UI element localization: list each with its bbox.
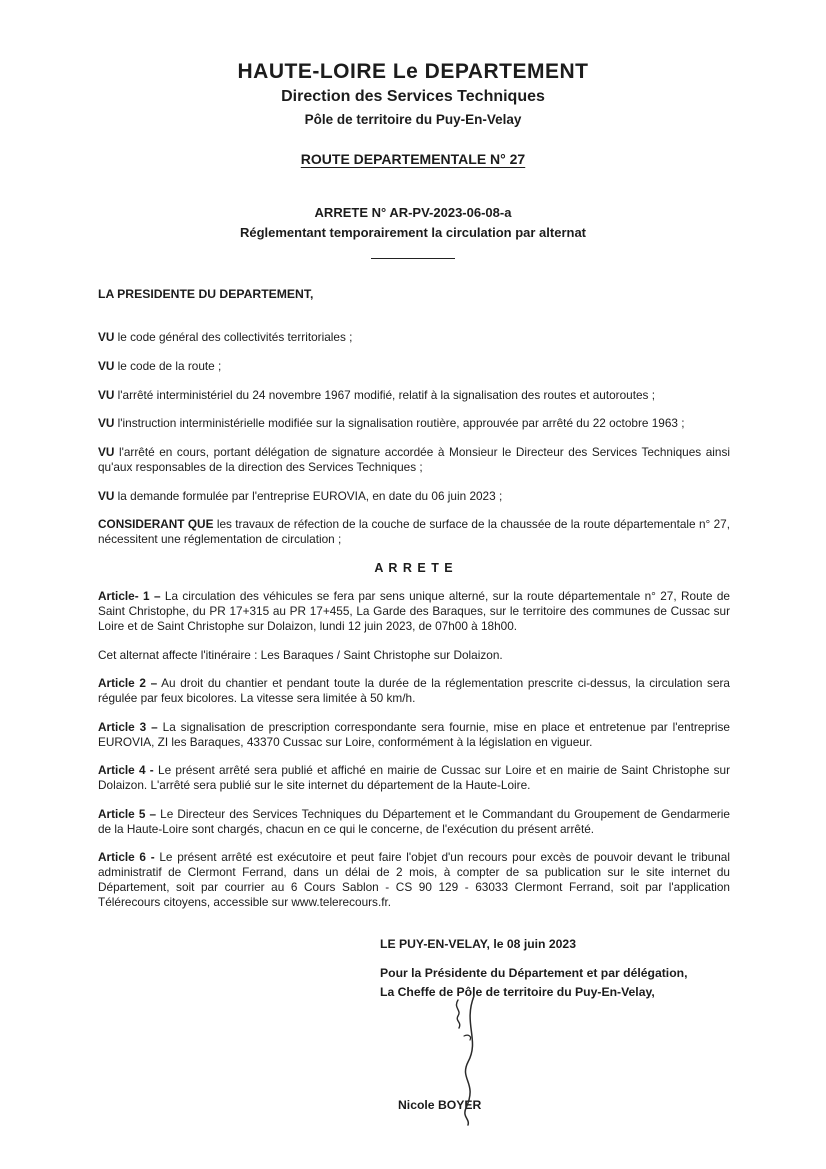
direction-subtitle: Direction des Services Techniques [281,88,545,105]
vu-text: l'arrêté interministériel du 24 novembre 1967 modifié, relatif à la signalisation des routes et autoroutes ; [114,387,656,402]
article-text: Au droit du chantier et pendant toute la durée de la réglementation prescrite ci-dessus, la circulation sera régulée par feux bicolores. La vitesse sera limitée à 50 km/h. [98,676,730,706]
vu-text: le code de la route ; [114,358,222,373]
territory-subtitle: Pôle de territoire du Puy-En-Velay [304,112,522,127]
signer-name: Nicole BOYER [398,1098,482,1113]
article-paragraph-1 [98,589,730,633]
vu-paragraph [98,445,730,474]
article-lead: Article 6 - [98,850,155,865]
arrete-number: ARRETE N° AR-PV-2023-06-08-a [314,205,512,220]
signature-block [380,1002,826,1120]
article-text: La circulation des véhicules se fera par sens unique alterné, sur la route départementale n° 27, Route de Saint Christophe, du PR 17+315 au PR 17+455, La Garde des Baraques, sur le territoire des communes de Cussac sur Loire et de Saint Christophe sur Dolaizon, lundi 12 juin 2023, de 07h00 à 18h00. [98,589,730,633]
article-text: Le Directeur des Services Techniques du Département et le Commandant du Groupement de Gendarmerie de la Haute-Loire sont chargés, chacun en ce qui le concerne, de l'exécution du présent arrêté. [98,806,730,836]
document-footer [0,937,826,1120]
arrete-heading: A R R E T E [374,560,454,575]
road-title: ROUTE DEPARTEMENTALE N° 27 [300,151,526,167]
article-text: Cet alternat affecte l'itinéraire : Les Baraques / Saint Christophe sur Dolaizon. [98,647,503,662]
document-header [0,0,826,259]
vu-text: l'arrêté en cours, portant délégation de signature accordée à Monsieur le Directeur des Services Techniques ainsi qu'aux responsables de la direction des Services Techniques ; [98,445,730,474]
vu-paragraph [98,388,730,403]
article-lead: Article 4 - [98,763,154,778]
article-text: Le présent arrêté sera publié et affiché en mairie de Cussac sur Loire et en mairie de Saint Christophe sur Dolaizon. L'arrêté sera publié sur le site internet du département de la Haute-Loire. [98,763,731,793]
place-date: LE PUY-EN-VELAY, le 08 juin 2023 [380,937,576,952]
article-lead: Article 5 – [98,806,157,821]
article-paragraph-6 [98,850,730,909]
article-paragraph-4 [98,763,730,792]
delegation-line-1: Pour la Présidente du Département et par délégation, [380,966,688,981]
signature-scribble [428,996,498,1126]
vu-paragraph [98,359,730,374]
delegation-line-2: La Cheffe de Pôle de territoire du Puy-En-Velay, [380,985,655,1000]
vu-lead: VU [98,358,115,373]
document-body [0,259,826,909]
article-text: La signalisation de prescription correspondante sera fournie, mise en place et entretenue par l'entreprise EUROVIA, ZI les Baraques, 43370 Cussac sur Loire, conformément à la législation en vigueur. [98,719,730,749]
article-lead: Article 3 – [98,719,158,734]
article-paragraph-5 [98,807,730,836]
article-paragraph-2 [98,676,730,705]
vu-paragraph [98,330,730,345]
vu-text: l'instruction interministérielle modifiée sur la signalisation routière, approuvée par arrêté du 22 octobre 1963 ; [114,416,685,431]
article-lead: Article 2 – [98,676,158,691]
department-title: HAUTE-LOIRE Le DEPARTEMENT [237,60,589,83]
vu-text: le code général des collectivités territoriales ; [114,330,353,345]
considerant-paragraph [98,517,730,546]
article-1-continuation [98,648,730,663]
vu-lead: VU [98,416,115,431]
vu-text: la demande formulée par l'entreprise EUROVIA, en date du 06 juin 2023 ; [114,488,503,503]
considerant-text: les travaux de réfection de la couche de surface de la chaussée de la route départementale n° 27, nécessitent une réglementation de circulation ; [98,517,730,547]
vu-paragraph [98,489,730,504]
article-lead: Article- 1 – [98,589,161,604]
arrete-subject: Réglementant temporairement la circulation par alternat [239,225,587,240]
vu-paragraph [98,416,730,431]
considerant-lead: CONSIDERANT QUE [98,517,214,532]
vu-lead: VU [98,488,115,503]
salutation: LA PRESIDENTE DU DEPARTEMENT, [98,287,314,301]
article-paragraph-3 [98,720,730,749]
article-text: Le présent arrêté est exécutoire et peut faire l'objet d'un recours pour excès de pouvoir devant le tribunal administratif de Clermont Ferrand, dans un délai de 2 mois, à compter de sa publication sur le site internet du Département, soit par courrier au 6 Cours Sablon - CS 90 129 - 63033 Clermont Ferrand, soit par l'application Télérecours citoyens, accessible sur www.telerecours.fr. [98,850,730,909]
vu-lead: VU [98,445,115,460]
vu-lead: VU [98,387,115,402]
vu-lead: VU [98,330,115,345]
